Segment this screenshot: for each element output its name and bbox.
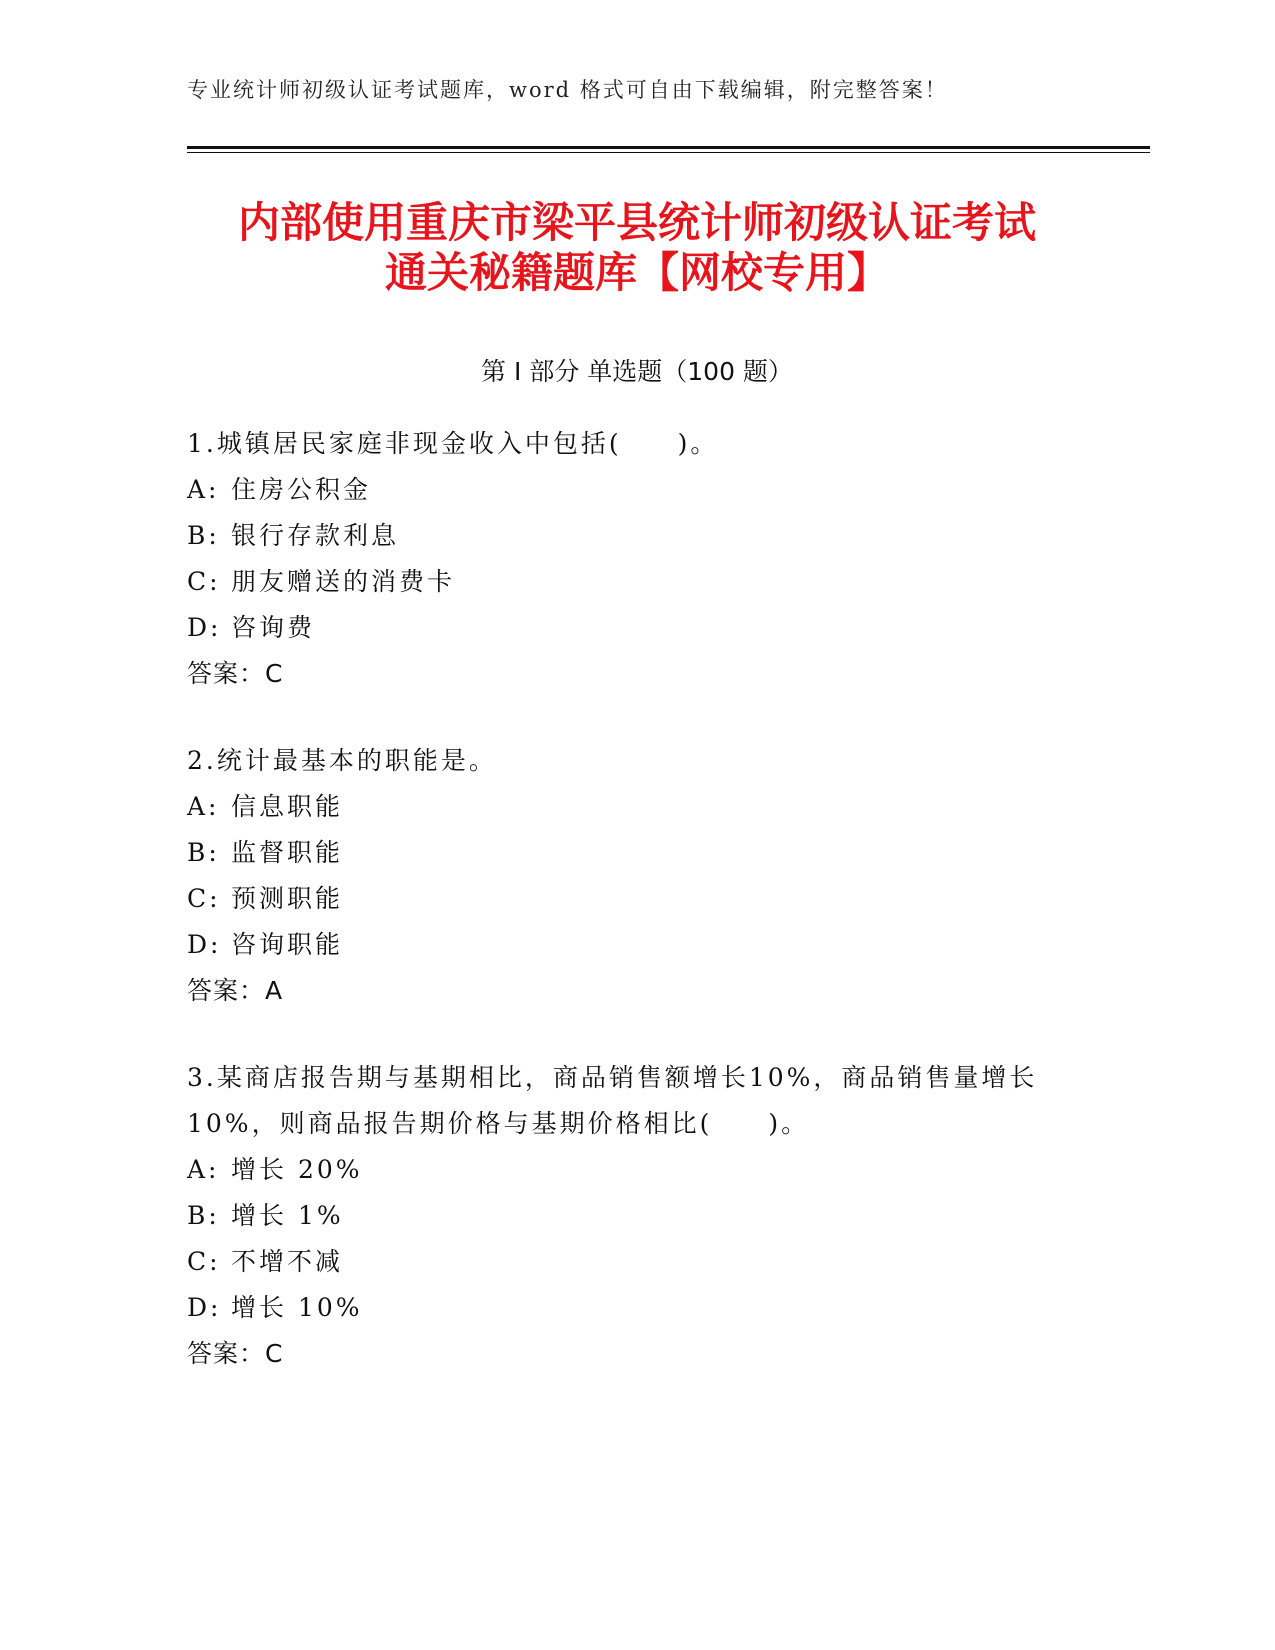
question-1 bbox=[187, 421, 1067, 697]
header-note: 专业统计师初级认证考试题库，word 格式可自由下载编辑，附完整答案！ bbox=[187, 78, 948, 102]
option-text: 增长 1% bbox=[231, 1201, 344, 1230]
document-title bbox=[187, 198, 1087, 298]
option-c bbox=[187, 1239, 1067, 1285]
option-key: C: bbox=[187, 884, 221, 913]
section-title: 第 I 部分 单选题（100 题） bbox=[481, 357, 793, 386]
answer-line: 答案：C bbox=[187, 659, 284, 688]
option-c bbox=[187, 876, 1067, 922]
question-stem: 1.城镇居民家庭非现金收入中包括( )。 bbox=[187, 429, 719, 458]
header-divider-thin bbox=[187, 152, 1150, 153]
option-key: C: bbox=[187, 1247, 221, 1276]
option-text: 住房公积金 bbox=[231, 475, 372, 504]
option-key: A: bbox=[187, 1155, 220, 1184]
answer-line: 答案：C bbox=[187, 1339, 284, 1368]
option-text: 咨询费 bbox=[231, 613, 316, 642]
option-b bbox=[187, 513, 1067, 559]
option-key: B: bbox=[187, 521, 220, 550]
option-d bbox=[187, 1285, 1067, 1331]
option-key: B: bbox=[187, 838, 220, 867]
option-d bbox=[187, 922, 1067, 968]
option-d bbox=[187, 605, 1067, 651]
option-key: A: bbox=[187, 792, 220, 821]
option-a bbox=[187, 784, 1067, 830]
header-divider-thick bbox=[187, 146, 1150, 149]
option-text: 信息职能 bbox=[231, 792, 344, 821]
option-text: 朋友赠送的消费卡 bbox=[231, 567, 456, 596]
option-a bbox=[187, 467, 1067, 513]
option-c bbox=[187, 559, 1067, 605]
option-key: D: bbox=[187, 1293, 222, 1322]
answer-line: 答案：A bbox=[187, 976, 284, 1005]
option-key: D: bbox=[187, 613, 222, 642]
question-2 bbox=[187, 738, 1067, 1014]
option-key: C: bbox=[187, 567, 221, 596]
option-text: 增长 20% bbox=[231, 1155, 363, 1184]
option-key: D: bbox=[187, 930, 222, 959]
document-title-line-1: 内部使用重庆市梁平县统计师初级认证考试 bbox=[237, 198, 1036, 247]
option-text: 监督职能 bbox=[231, 838, 344, 867]
option-text: 银行存款利息 bbox=[231, 521, 400, 550]
option-a bbox=[187, 1147, 1067, 1193]
question-stem: 2.统计最基本的职能是。 bbox=[187, 746, 497, 775]
option-text: 增长 10% bbox=[231, 1293, 363, 1322]
option-key: B: bbox=[187, 1201, 220, 1230]
question-3 bbox=[187, 1055, 1067, 1377]
option-b bbox=[187, 1193, 1067, 1239]
option-b bbox=[187, 830, 1067, 876]
document-title-line-2: 通关秘籍题库【网校专用】 bbox=[384, 248, 889, 297]
question-stem: 3.某商店报告期与基期相比，商品销售额增长10%，商品销售量增长10%，则商品报告期价格与基期价格相比( )。 bbox=[187, 1063, 1038, 1138]
option-text: 咨询职能 bbox=[231, 930, 344, 959]
option-text: 预测职能 bbox=[231, 884, 344, 913]
option-text: 不增不减 bbox=[231, 1247, 344, 1276]
option-key: A: bbox=[187, 475, 220, 504]
